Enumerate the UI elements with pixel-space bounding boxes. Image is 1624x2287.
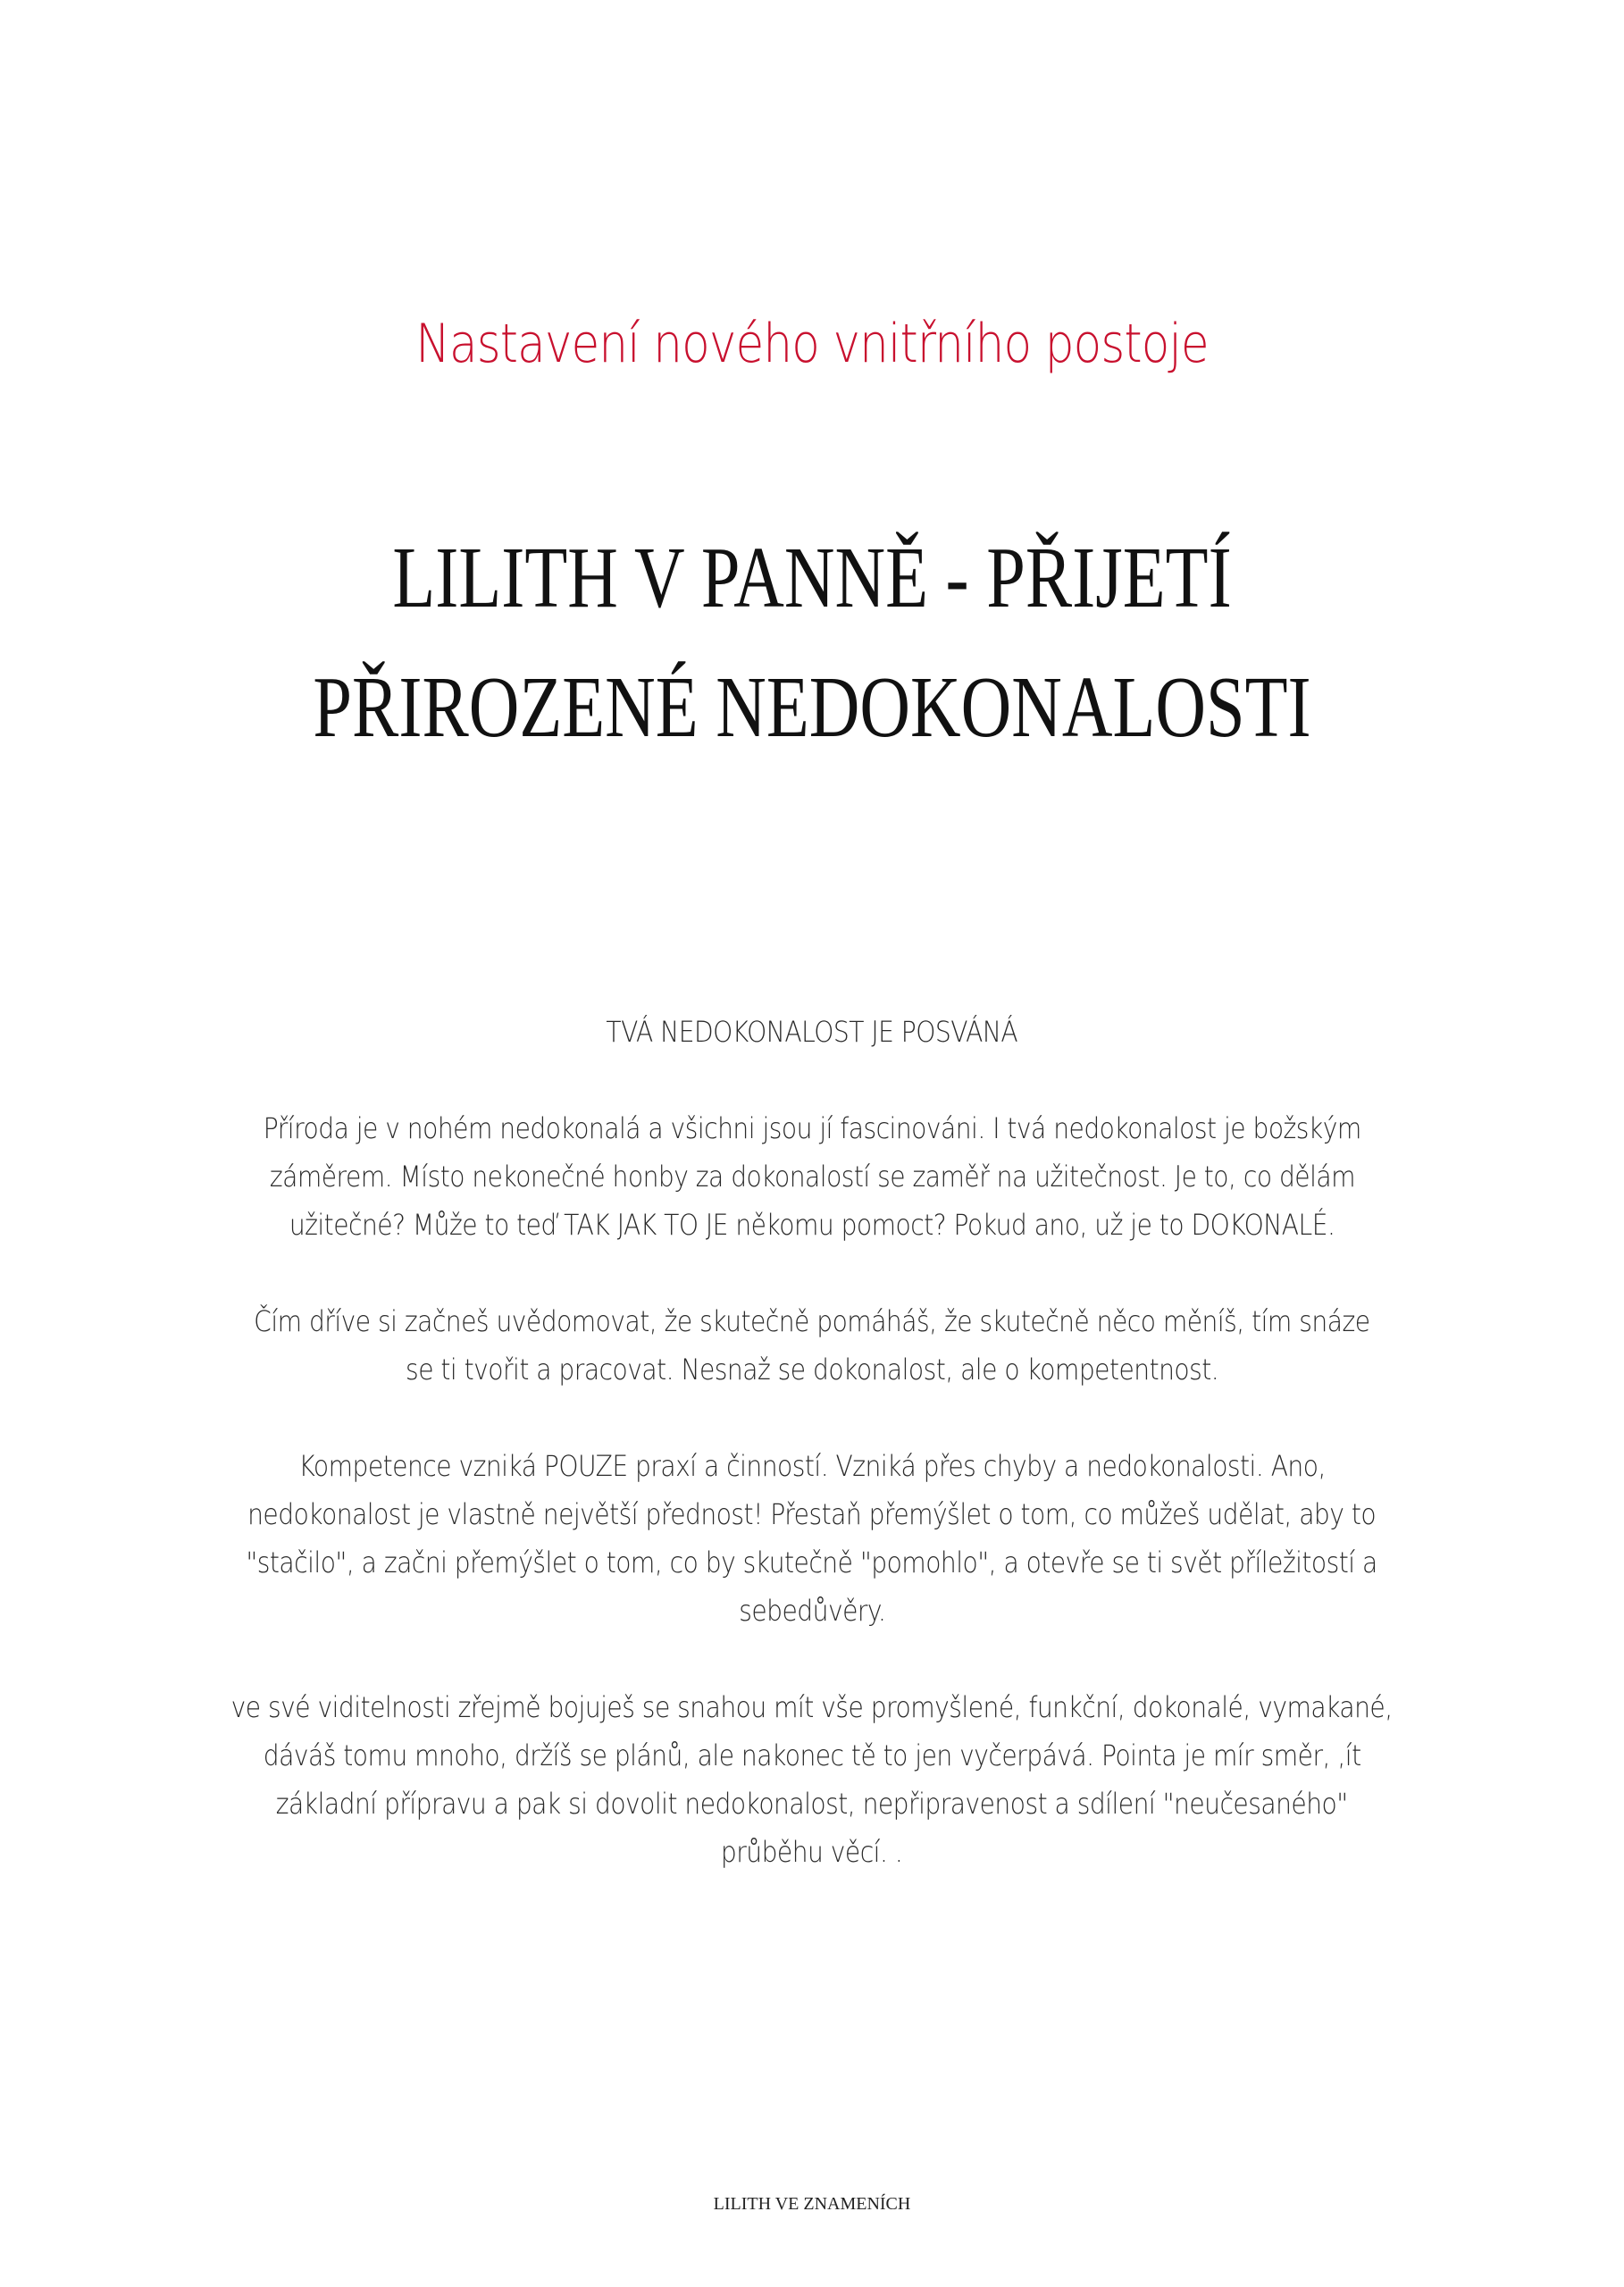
paragraph-line: Kompetence vzniká POUZE praxí a činností. Vzniká přes chyby a nedokonalosti. Ano, <box>298 1449 1326 1483</box>
paragraph-line: Příroda je v nohém nedokonalá a všichni jsou jí fascinováni. I tvá nedokonalost je božským <box>263 1111 1361 1145</box>
paragraph-4 <box>98 1683 1526 1876</box>
paragraph-3 <box>98 1442 1526 1635</box>
title-line-1: LILITH V PANNĚ - PŘIJETÍ <box>392 530 1232 626</box>
page-title <box>163 514 1461 773</box>
paragraph-line: základní přípravu a pak si dovolit nedokonalost, nepřipravenost a sdílení "neučesaného" <box>276 1787 1348 1821</box>
body-text <box>98 1008 1526 1924</box>
paragraph-line: Čím dříve si začneš uvědomovat, že skutečně pomáháš, že skutečně něco měníš, tím snáze <box>254 1304 1370 1338</box>
section-heading <box>98 1008 1526 1056</box>
page-footer: LILITH VE ZNAMENÍCH <box>713 2194 911 2214</box>
paragraph-line: ve své viditelnosti zřejmě bojuješ se snahou mít vše promyšlené, funkční, dokonalé, vymakané, <box>230 1690 1394 1724</box>
paragraph-line: užitečné? Může to teď TAK JAK TO JE někomu pomoct? Pokud ano, už je to DOKONALÉ. <box>289 1208 1335 1242</box>
subtitle: Nastavení nového vnitřního postoje <box>415 313 1209 375</box>
paragraph-line: záměrem. Místo nekonečné honby za dokonalostí se zaměř na užitečnost. Je to, co dělám <box>269 1160 1355 1194</box>
paragraph-1 <box>98 1104 1526 1249</box>
paragraph-line: sebedůvěry. <box>738 1594 886 1628</box>
paragraph-line: nedokonalost je vlastně největší přednost! Přestaň přemýšlet o tom, co můžeš udělat, aby to <box>247 1497 1377 1531</box>
paragraph-line: "stačilo", a začni přemýšlet o tom, co by skutečně "pomohlo", a otevře se ti svět příležitostí a <box>246 1546 1378 1579</box>
paragraph-line: se ti tvořit a pracovat. Nesnaž se dokonalost, ale o kompetentnost. <box>405 1353 1219 1386</box>
paragraph-line: průběhu věcí. . <box>721 1835 903 1869</box>
section-heading-text: TVÁ NEDOKONALOST JE POSVÁNÁ <box>606 1015 1018 1049</box>
paragraph-2 <box>98 1297 1526 1394</box>
paragraph-line: dáváš tomu mnoho, držíš se plánů, ale nakonec tě to jen vyčerpává. Pointa je mír směr, ,ít <box>263 1738 1361 1772</box>
title-line-2: PŘIROZENÉ NEDOKONALOSTI <box>313 659 1311 756</box>
